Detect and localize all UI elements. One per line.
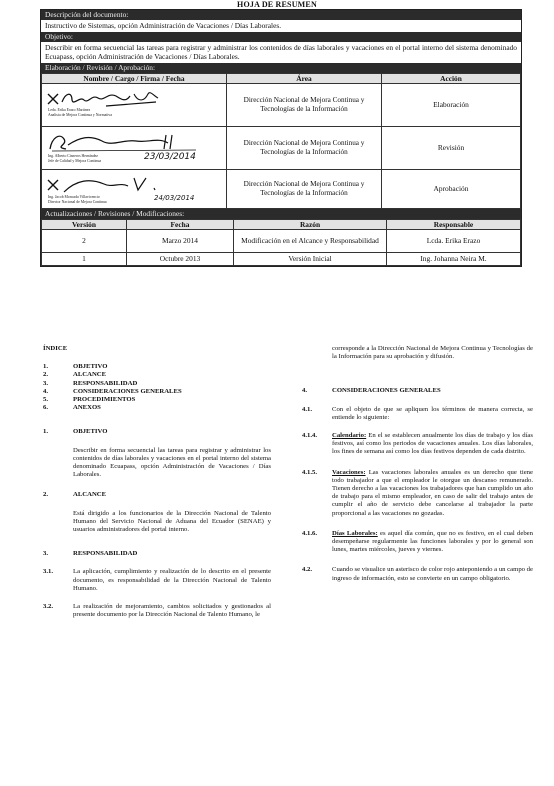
- paragraph: 4.2. Cuando se visualice un asterisco de color rojo anteponiendo a un campo de ingreso de información, esto se convierte en un campo obligatorio.: [302, 566, 533, 582]
- description-text: Instructivo de Sistemas, opción Administración de Vacaciones / Días Laborales.: [45, 21, 282, 30]
- table-row: [42, 126, 521, 169]
- approval-table: [41, 73, 521, 209]
- objective-text: Describir en forma secuencial las tareas para registrar y administrar los contenidos de días laborales y vacaciones en el portal interno del sistema denominado Ecuapass, opción Administración de Vacaciones / Días Laborales.: [45, 42, 517, 62]
- signer-role: Director Nacional de Mejora Continua: [48, 199, 107, 204]
- updates-table: [41, 219, 521, 266]
- updates-heading: Actualizaciones / Revisiones / Modificaciones:: [41, 209, 521, 219]
- table-row: [42, 252, 521, 265]
- signer-role: Jefe de Calidad y Mejora Continua: [48, 158, 102, 163]
- col-responsible: Responsable: [387, 219, 521, 229]
- signer-name: Leda. Erika Erazo Martinez: [48, 107, 91, 112]
- index-item: 3. RESPONSABILIDAD: [43, 379, 138, 387]
- handwritten-signature: [46, 88, 206, 110]
- reason-cell: Versión Inicial: [234, 252, 387, 265]
- col-action: Acción: [382, 73, 521, 83]
- col-area: Área: [227, 73, 382, 83]
- right-column: [302, 345, 533, 583]
- section-scope-text: Está dirigido a los funcionarios de la Dirección Nacional de Talento Humano del Servicio Nacional de Aduana del Ecuador (SENAE) y usuarios administradores del portal interno.: [73, 509, 271, 534]
- objective-heading: Objetivo:: [41, 32, 521, 42]
- reason-cell: Modificación en el Alcance y Responsabilidad: [234, 229, 387, 252]
- section-heading: 1. OBJETIVO: [43, 428, 108, 436]
- signature-date: 24/03/2014: [154, 193, 195, 202]
- index-item: 5. PROCEDIMIENTOS: [43, 396, 136, 404]
- index-item: 2. ALCANCE: [43, 371, 107, 379]
- area-cell: Dirección Nacional de Mejora Continua y Tecnologías de la Información: [227, 83, 382, 126]
- left-column: [43, 345, 271, 619]
- signature-cell: [42, 126, 227, 169]
- approval-heading: Elaboración / Revisión / Aprobación:: [41, 63, 521, 73]
- signer-name: Ing. Alberto Cisneros Hernández: [48, 153, 98, 158]
- area-cell: Dirección Nacional de Mejora Continua y Tecnologías de la Información: [227, 169, 382, 208]
- version-cell: 2: [42, 229, 127, 252]
- index-item: 1. OBJETIVO: [43, 363, 108, 371]
- summary-sheet-title: HOJA DE RESUMEN: [237, 0, 317, 9]
- col-reason: Razón: [234, 219, 387, 229]
- paragraph: 4.1. Con el objeto de que se apliquen los términos de manera correcta, se entiende lo siguiente:: [302, 405, 533, 421]
- section-heading: 3. RESPONSABILIDAD: [43, 550, 138, 558]
- date-cell: Marzo 2014: [127, 229, 234, 252]
- summary-sheet: [40, 9, 522, 267]
- section-heading: 4. CONSIDERACIONES GENERALES: [302, 387, 441, 395]
- index-item: 4. CONSIDERACIONES GENERALES: [43, 387, 182, 395]
- definition: 4.1.6. Días Laborales: es aquel día común, que no es festivo, en el cual deben desempeñarse regularmente las funciones laborales y por lo general son lunes, martes miércoles, jueves y viernes.: [302, 529, 533, 554]
- index-title: ÍNDICE: [43, 345, 68, 352]
- signature-date: 23/03/2014: [144, 151, 196, 162]
- responsible-cell: Ing. Johanna Neira M.: [387, 252, 521, 265]
- action-cell: Revisión: [382, 126, 521, 169]
- table-row: [42, 83, 521, 126]
- signer-name: Ing. Jacob Moncada Villavicencio: [48, 194, 100, 199]
- definition: 4.1.4. Calendario: En el se establecen anualmente los días de trabajo y los días festivos, así como los periodos de vacaciones anuales. Los días laborales, los fines de semana así como los días festivos dependen de cada distrito.: [302, 432, 533, 456]
- col-name: Nombre / Cargo / Firma / Fecha: [42, 73, 227, 83]
- section-objective-text: Describir en forma secuencial las tareas para registrar y administrar los contenidos de días laborales y vacaciones en el portal interno del sistema denominado Ecuapass, opción Administración de Vacaciones / Días Laborales.: [73, 446, 271, 479]
- date-cell: Octubre 2013: [127, 252, 234, 265]
- definition: 4.1.5. Vacaciones: Las vacaciones laborales anuales es un derecho que tiene todo trabajador a que el empleador le otorgue un descanso remunerado. Tienen derecho a las vacaciones los trabajadores que han cumplido un año de trabajo para el mismo empleador, en caso de salir del trabajo antes de cumplir el año de servicio debe cancelarse al trabajador la parte proporcional a las vacaciones no gozadas.: [302, 468, 533, 517]
- signature-cell: [42, 83, 227, 126]
- signature-cell: [42, 169, 227, 208]
- paragraph: 3.2. La realización de mejoramiento, cambios solicitados y gestionados al presente documento por la Dirección Nacional de Talento Humano, le: [43, 603, 271, 619]
- action-cell: Elaboración: [382, 83, 521, 126]
- handwritten-signature: [46, 174, 196, 196]
- updates-header-row: [42, 219, 521, 229]
- description-heading: Descripción del documento:: [41, 10, 521, 20]
- paragraph: 3.1. La aplicación, cumplimiento y realización de lo descrito en el presente documento, es responsabilidad de la Dirección Nacional de Talento Humano.: [43, 568, 271, 592]
- version-cell: 1: [42, 252, 127, 265]
- handwritten-signature: [46, 131, 216, 153]
- index-item: 6. ANEXOS: [43, 404, 101, 412]
- table-row: [42, 229, 521, 252]
- col-date: Fecha: [127, 219, 234, 229]
- paragraph-continuation: corresponde a la Dirección Nacional de Mejora Continua y Tecnologías de la Información para su aprobación y difusión.: [332, 345, 533, 361]
- area-cell: Dirección Nacional de Mejora Continua y Tecnologías de la Información: [227, 126, 382, 169]
- signer-role: Analista de Mejora Continua y Normativa: [48, 112, 113, 117]
- responsible-cell: Lcda. Erika Erazo: [387, 229, 521, 252]
- col-version: Versión: [42, 219, 127, 229]
- action-cell: Aprobación: [382, 169, 521, 208]
- section-heading: 2. ALCANCE: [43, 491, 107, 499]
- approval-header-row: [42, 73, 521, 83]
- table-row: [42, 169, 521, 208]
